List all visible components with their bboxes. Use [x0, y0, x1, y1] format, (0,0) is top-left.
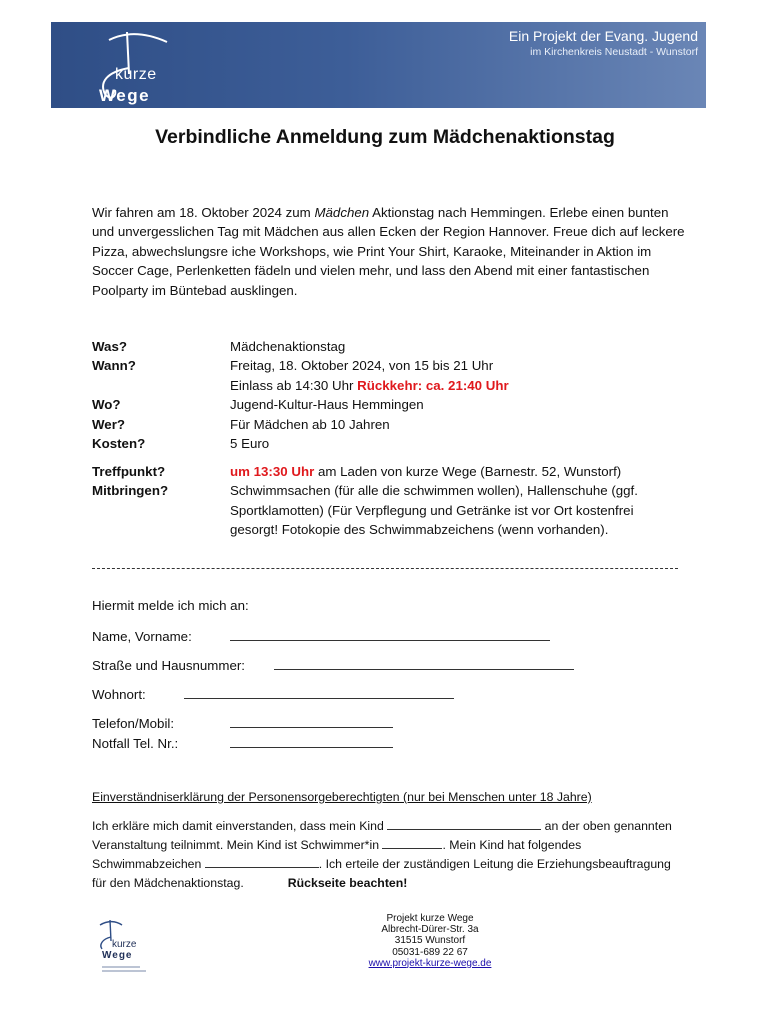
einlass-line: [230, 376, 690, 395]
form-intro: Hiermit melde ich mich an:: [92, 598, 249, 613]
detail-row-treffpunkt: [92, 462, 690, 481]
value-wer: Für Mädchen ab 10 Jahren: [230, 416, 390, 432]
cut-line-divider: [92, 568, 678, 569]
meeting-details: [92, 462, 690, 540]
treffpunkt-time: um 13:30 Uhr: [230, 464, 315, 479]
footer-org: Projekt kurze Wege: [386, 913, 474, 924]
swimmer-field[interactable]: [382, 837, 442, 849]
backside-note: Rückseite beachten!: [287, 876, 408, 890]
detail-row-wann: [92, 356, 690, 395]
intro-text-1: Wir fahren am 18. Oktober 2024 zum: [92, 205, 315, 220]
form-row-name: [92, 627, 550, 644]
footer-logo: [94, 917, 154, 979]
child-name-field[interactable]: [387, 818, 541, 830]
intro-text-2: Aktionstag nach Hemmingen. Erlebe einen bunten und unvergesslichen Tag mit Mädchen aus allen Ecken der Region Hannover. Freue dich auf leckere Pizza, abwechslungsre iche Workshops, wie Print Your Shirt, Karaoke, Miteinander in Aktion im Soccer Cage, Perlenketten fädeln und vielen mehr, und lass den Abend mit einer fantastischen Poolparty im Büntebad ausklingen.: [92, 205, 685, 298]
footer-city: 31515 Wunstorf: [394, 935, 466, 947]
logo-word-wege: Wege: [99, 86, 151, 105]
form-row-wohnort: [92, 685, 454, 702]
label-was: Was?: [92, 339, 127, 354]
label-wer: Wer?: [92, 416, 126, 432]
consent-text-1: Ich erkläre mich damit einverstanden, dass mein Kind: [92, 819, 388, 833]
kurze-wege-logo: [69, 28, 189, 104]
label-wann: Wann?: [92, 358, 136, 374]
wann-time: Freitag, 18. Oktober 2024, von 15 bis 21 Uhr: [230, 358, 494, 374]
strasse-field[interactable]: [274, 656, 574, 670]
value-wann: [230, 356, 690, 395]
intro-italic: Mädchen: [314, 205, 370, 220]
event-details: [92, 337, 690, 453]
label-treffpunkt: Treffpunkt?: [92, 464, 166, 479]
notfall-field[interactable]: [230, 734, 393, 748]
detail-row-was: [92, 337, 690, 356]
wohnort-label: Wohnort:: [92, 687, 146, 702]
einlass-text: Einlass ab 14:30 Uhr: [230, 377, 358, 393]
swim-badge-field[interactable]: [205, 856, 319, 868]
name-label: Name, Vorname:: [92, 629, 192, 644]
banner-title: Ein Projekt der Evang. Jugend: [508, 28, 698, 44]
form-row-strasse: [92, 656, 574, 673]
value-kosten: 5 Euro: [230, 436, 270, 452]
wohnort-field[interactable]: [184, 685, 454, 699]
footer-logo-kurze: kurze: [112, 939, 137, 950]
treffpunkt-place: am Laden von kurze Wege (Barnestr. 52, Wunstorf): [314, 464, 622, 479]
header-banner: [51, 22, 706, 108]
value-wo: Jugend-Kultur-Haus Hemmingen: [230, 397, 424, 413]
detail-row-wer: [92, 415, 690, 434]
banner-subtitle: im Kirchenkreis Neustadt - Wunstorf: [530, 46, 698, 58]
intro-paragraph: [92, 203, 692, 300]
strasse-label: Straße und Hausnummer:: [92, 658, 245, 673]
footer-phone: 05031-689 22 67: [392, 946, 468, 958]
notfall-label: Notfall Tel. Nr.:: [92, 736, 179, 751]
detail-row-kosten: [92, 434, 690, 453]
detail-row-wo: [92, 395, 690, 414]
value-was: Mädchenaktionstag: [230, 339, 346, 354]
name-field[interactable]: [230, 627, 550, 641]
telefon-label: Telefon/Mobil:: [92, 716, 175, 731]
consent-text-4: . Ich erteile der zuständigen Leitung die Erziehungsbeauftragung für den Mädchenaktionstag.: [92, 857, 671, 890]
value-treffpunkt: [230, 462, 690, 481]
consent-heading: Einverständniserklärung der Personensorgeberechtigten (nur bei Menschen unter 18 Jahre): [92, 790, 592, 804]
footer-address: [330, 913, 530, 969]
form-row-notfall: [92, 734, 393, 751]
footer-web-link[interactable]: www.projekt-kurze-wege.de: [368, 957, 492, 969]
consent-text-3: . Mein Kind hat folgendes Schwimmabzeichen: [92, 838, 582, 871]
label-wo: Wo?: [92, 397, 121, 413]
form-row-telefon: [92, 714, 393, 731]
consent-text-2: an der oben genannten Veranstaltung teilnimmt. Mein Kind ist Schwimmer*in: [92, 819, 672, 852]
logo-word-kurze: kurze: [115, 66, 157, 83]
value-mitbringen: Schwimmsachen (für alle die schwimmen wollen), Hallenschuhe (ggf. Sportklamotten) (Für Verpflegung und Getränke ist vor Ort kostenfrei gesorgt! Fotokopie des Schwimmabzeichens (wenn vorhanden).: [230, 483, 638, 538]
footer-logo-wege: Wege: [102, 950, 133, 961]
rueckkehr-text: Rückkehr: ca. 21:40 Uhr: [357, 377, 509, 393]
page-title: Verbindliche Anmeldung zum Mädchenaktionstag: [155, 126, 615, 148]
detail-row-mitbringen: [92, 481, 690, 539]
telefon-field[interactable]: [230, 714, 393, 728]
consent-paragraph: [92, 817, 677, 893]
footer-logo-tagline: [102, 965, 146, 973]
label-kosten: Kosten?: [92, 436, 146, 452]
footer-street: Albrecht-Dürer-Str. 3a: [381, 924, 479, 936]
label-mitbringen: Mitbringen?: [92, 483, 169, 499]
